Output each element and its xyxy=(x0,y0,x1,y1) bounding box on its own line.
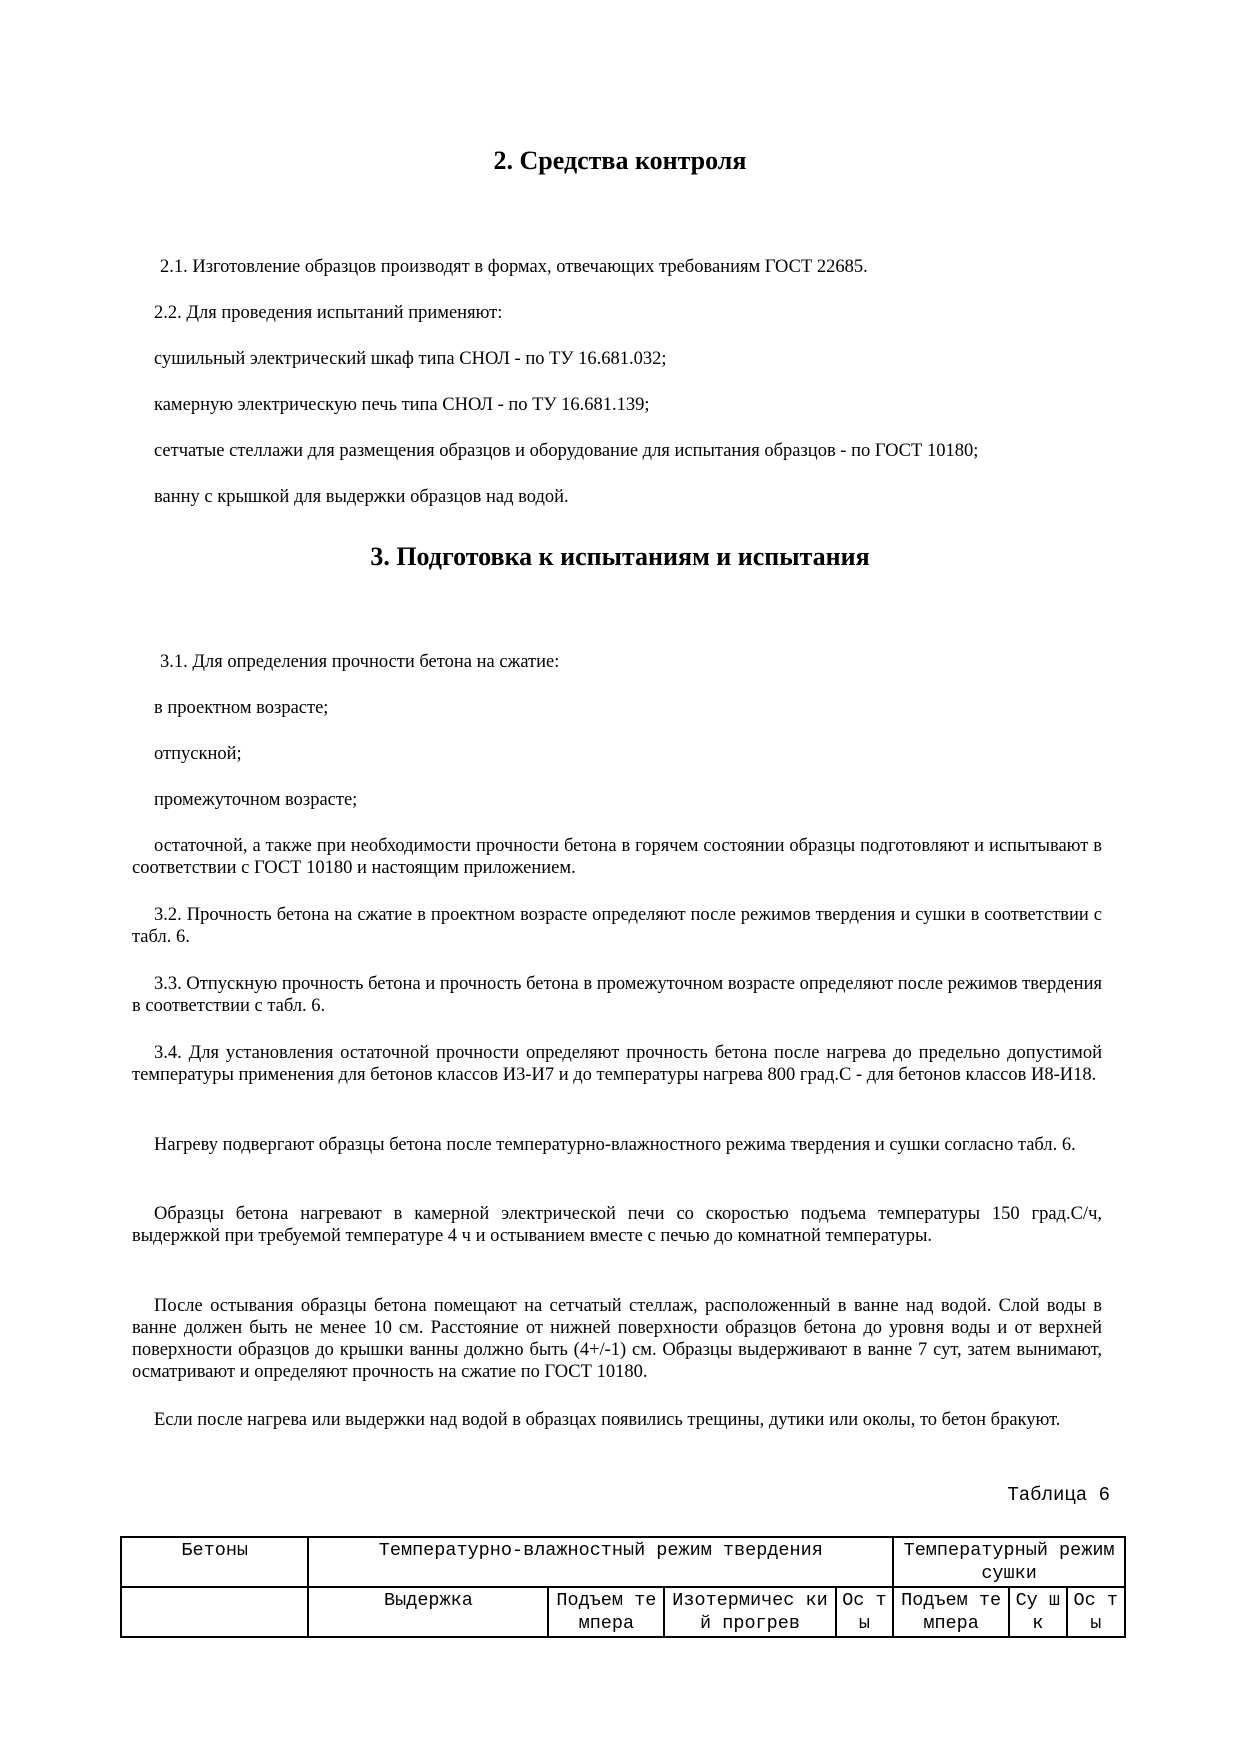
paragraph-2-1: 2.1. Изготовление образцов производят в формах, отвечающих требованиям ГОСТ 22685. xyxy=(160,257,868,277)
header-cooling: Ос ты xyxy=(836,1587,893,1637)
table-header-row-1 xyxy=(121,1537,1125,1587)
paragraph-3-2: 3.2. Прочность бетона на сжатие в проектном возрасте определяют после режимов твердения и сушки в соответствии с табл. 6. xyxy=(132,905,1102,947)
list-item-release: отпускной; xyxy=(154,744,242,764)
header-temp-rise: Подъем темпера xyxy=(548,1587,664,1637)
paragraph-furnace: Образцы бетона нагревают в камерной электрической печи со скоростью подъема температуры 150 град.С/ч, выдержкой при требуемой температуре 4 ч и остыванием вместе с печью до комнатной температуры. xyxy=(132,1204,1102,1246)
table-caption: Таблица 6 xyxy=(1007,1484,1110,1506)
table-header-row-2 xyxy=(121,1587,1125,1637)
list-item-intermediate-age: промежуточном возрасте; xyxy=(154,790,358,810)
section-2-heading: 2. Средства контроля xyxy=(493,146,747,175)
table-6 xyxy=(120,1536,1126,1638)
list-item-bath: ванну с крышкой для выдержки образцов над водой. xyxy=(154,487,569,507)
header-drying: Су шк xyxy=(1009,1587,1066,1637)
section-3-heading: 3. Подготовка к испытаниям и испытания xyxy=(370,542,870,571)
header-isothermal: Изотермичес кий прогрев xyxy=(664,1587,835,1637)
paragraph-cooling: После остывания образцы бетона помещают на сетчатый стеллаж, расположенный в ванне над водой. Слой воды в ванне должен быть не менее 10 см. Расстояние от нижней поверхности образцов бетона до уровня воды и от верхней поверхности образцов до крышки ванны должно быть (4+/-1) см. Образцы выдерживают в ванне 7 сут, затем вынимают, осматривают и определяют прочность на сжатие по ГОСТ 10180. xyxy=(132,1296,1102,1382)
header-temp-rise-drying: Подъем темпера xyxy=(893,1587,1009,1637)
paragraph-2-2: 2.2. Для проведения испытаний применяют: xyxy=(154,303,503,323)
paragraph-3-4: 3.4. Для установления остаточной прочности определяют прочность бетона после нагрева до предельно допустимой температуры применения для бетонов классов И3-И7 и до температуры нагрева 800 град.С - для бетонов классов И8-И18. xyxy=(132,1043,1102,1085)
paragraph-3-3: 3.3. Отпускную прочность бетона и прочность бетона в промежуточном возрасте определяют после режимов твердения в соответствии с табл. 6. xyxy=(132,974,1102,1016)
header-concretes-empty xyxy=(121,1587,308,1637)
header-drying-mode: Температурный режим сушки xyxy=(893,1537,1125,1587)
list-item-mesh-racks: сетчатые стеллажи для размещения образцов и оборудование для испытания образцов - по ГОСТ 10180; xyxy=(154,441,979,461)
header-hardening-mode: Температурно-влажностный режим твердения xyxy=(308,1537,893,1587)
header-hold: Выдержка xyxy=(308,1587,548,1637)
paragraph-heating: Нагреву подвергают образцы бетона после температурно-влажностного режима твердения и сушки согласно табл. 6. xyxy=(154,1135,1076,1155)
paragraph-residual: остаточной, а также при необходимости прочности бетона в горячем состоянии образцы подготовляют и испытывают в соответствии с ГОСТ 10180 и настоящим приложением. xyxy=(132,836,1102,878)
paragraph-3-1: 3.1. Для определения прочности бетона на сжатие: xyxy=(160,652,560,672)
header-concretes: Бетоны xyxy=(121,1537,308,1587)
list-item-design-age: в проектном возрасте; xyxy=(154,698,329,718)
list-item-drying-cabinet: сушильный электрический шкаф типа СНОЛ - по ТУ 16.681.032; xyxy=(154,349,667,369)
paragraph-rejection: Если после нагрева или выдержки над водой в образцах появились трещины, дутики или околы, то бетон бракуют. xyxy=(154,1410,1061,1430)
list-item-chamber-furnace: камерную электрическую печь типа СНОЛ - по ТУ 16.681.139; xyxy=(154,395,650,415)
header-cooling-drying: Ос ты xyxy=(1067,1587,1125,1637)
